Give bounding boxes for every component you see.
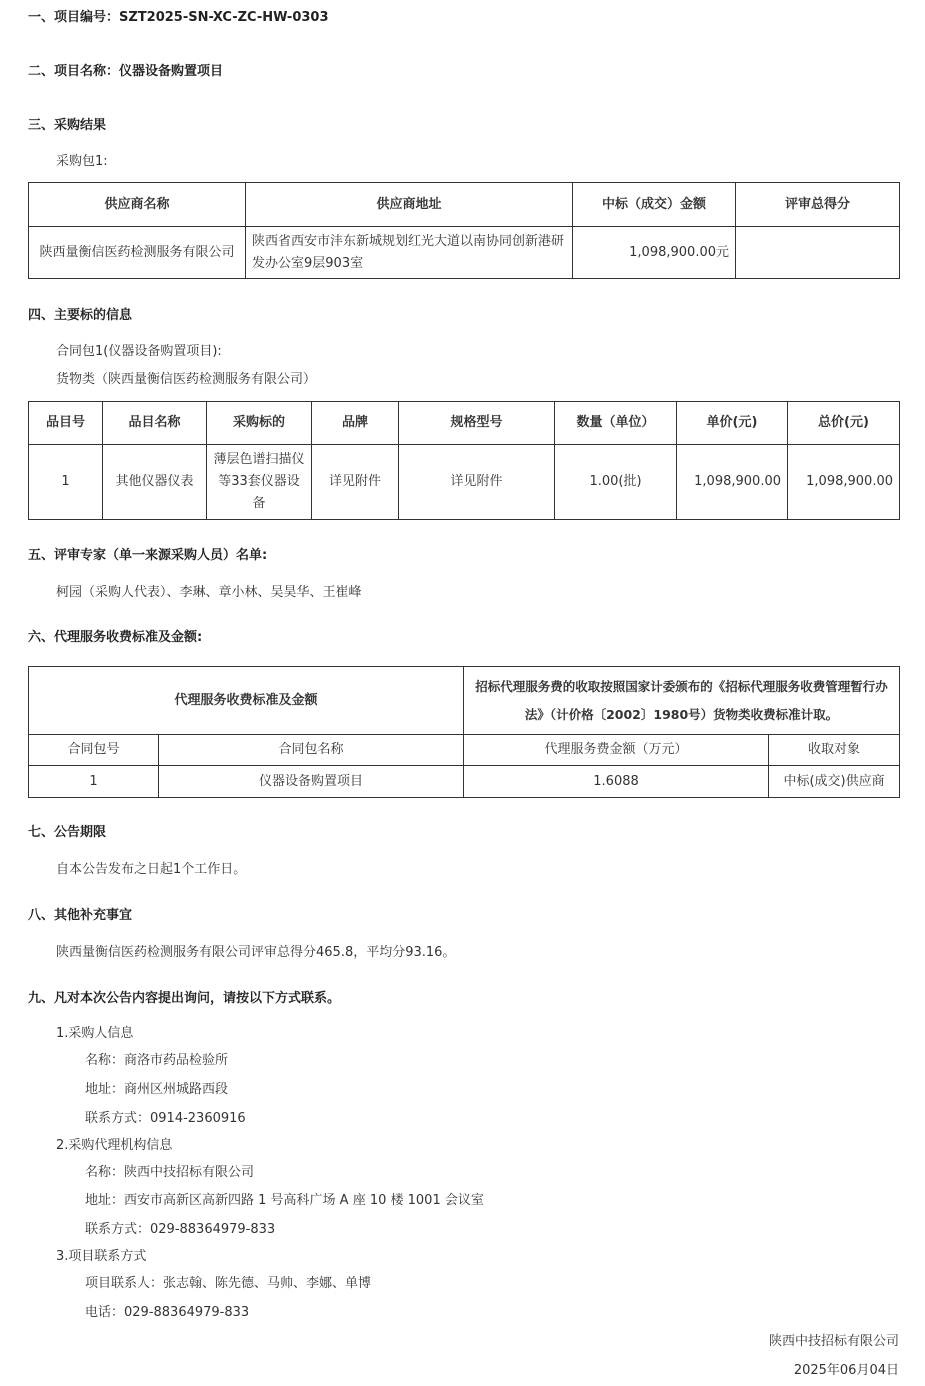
purchaser-title: 1.采购人信息 [56, 1026, 134, 1041]
supplier-amount: 1,098,900.00元 [573, 227, 736, 279]
purchaser-name: 名称：商洛市药品检验所 [85, 1053, 229, 1068]
header-contract-no: 合同包号 [29, 735, 159, 766]
header-total-price: 总价(元) [788, 402, 900, 445]
item-subject [207, 445, 312, 520]
project-name-line [28, 60, 223, 79]
header-score: 评审总得分 [736, 183, 900, 227]
project-contact-title: 3.项目联系方式 [56, 1249, 147, 1264]
project-name-value: 仪器设备购置项目 [119, 64, 224, 79]
header-item-no: 品目号 [29, 402, 103, 445]
fee-standard-description [464, 667, 900, 735]
agency-name: 名称：陕西中技招标有限公司 [85, 1165, 255, 1180]
agency-contact: 联系方式：029-88364979-833 [85, 1222, 276, 1237]
period-content: 自本公告发布之日起1个工作日。 [56, 862, 247, 877]
table-row [29, 227, 900, 279]
results-table [28, 182, 900, 279]
header-spec: 规格型号 [399, 402, 555, 445]
other-content: 陕西量衡信医药检测服务有限公司评审总得分465.8，平均分93.16。 [56, 945, 456, 960]
contract-package-label: 合同包1(仪器设备购置项目): [56, 344, 222, 359]
supplier-address-line2: 发办公室9层903室 [252, 255, 364, 271]
section-title-agency-fee: 六、代理服务收费标准及金额: [28, 630, 203, 645]
header-unit-price: 单价(元) [677, 402, 788, 445]
item-subject-line3: 备 [252, 496, 266, 511]
section-title-contact: 九、凡对本次公告内容提出询问，请按以下方式联系。 [28, 991, 341, 1006]
supplier-address-line1: 陕西省西安市沣东新城规划红光大道以南协同创新港研 [252, 233, 565, 249]
purchaser-contact: 联系方式：0914-2360916 [85, 1111, 246, 1126]
fee-contract-name: 仪器设备购置项目 [159, 766, 464, 798]
section-title-other: 八、其他补充事宜 [28, 908, 133, 923]
fee-standard-line1: 招标代理服务费的收取按照国家计委颁布的《招标代理服务收费管理暂行办 [475, 678, 888, 694]
header-supplier-address: 供应商地址 [246, 183, 573, 227]
item-no: 1 [29, 445, 103, 520]
supplier-score [736, 227, 900, 279]
project-contact-phone: 电话：029-88364979-833 [85, 1305, 250, 1320]
supplier-address [246, 227, 573, 279]
item-quantity: 1.00(批) [555, 445, 677, 520]
project-number-label: 一、项目编号： [28, 10, 120, 25]
package-label: 采购包1: [56, 154, 108, 169]
section-title-main-info: 四、主要标的信息 [28, 308, 133, 323]
item-unit-price: 1,098,900.00 [677, 445, 788, 520]
table-row [29, 766, 900, 798]
section-title-experts: 五、评审专家（单一来源采购人员）名单: [28, 548, 268, 563]
header-item-name: 品目名称 [103, 402, 207, 445]
project-contact-persons: 项目联系人：张志翰、陈先德、马帅、李娜、单博 [85, 1276, 372, 1291]
header-quantity: 数量（单位） [555, 402, 677, 445]
table-header-row [29, 735, 900, 766]
header-subject: 采购标的 [207, 402, 312, 445]
project-number-line [28, 6, 329, 25]
item-spec: 详见附件 [399, 445, 555, 520]
header-supplier-name: 供应商名称 [29, 183, 246, 227]
project-name-label: 二、项目名称： [28, 64, 120, 79]
fee-amount: 1.6088 [464, 766, 769, 798]
fee-payer: 中标(成交)供应商 [769, 766, 900, 798]
item-subject-line1: 薄层色谱扫描仪 [213, 452, 305, 467]
table-header-row [29, 183, 900, 227]
item-subject-line2: 等33套仪器设 [218, 474, 300, 489]
section-title-period: 七、公告期限 [28, 825, 107, 840]
fee-standard-row [29, 667, 900, 735]
supplier-name: 陕西量衡信医药检测服务有限公司 [29, 227, 246, 279]
purchaser-address: 地址：商州区州城路西段 [85, 1082, 229, 1097]
header-contract-name: 合同包名称 [159, 735, 464, 766]
section-title-results: 三、采购结果 [28, 118, 107, 133]
table-header-row [29, 402, 900, 445]
footer-company: 陕西中技招标有限公司 [768, 1334, 899, 1349]
header-payer: 收取对象 [769, 735, 900, 766]
items-table [28, 401, 900, 520]
item-name: 其他仪器仪表 [103, 445, 207, 520]
fee-contract-no: 1 [29, 766, 159, 798]
agency-title: 2.采购代理机构信息 [56, 1138, 173, 1153]
agency-fee-table [28, 666, 900, 798]
item-brand: 详见附件 [312, 445, 399, 520]
fee-standard-label: 代理服务收费标准及金额 [29, 667, 464, 735]
project-number-value: SZT2025-SN-XC-ZC-HW-0303 [119, 10, 329, 25]
item-total-price: 1,098,900.00 [788, 445, 900, 520]
experts-list: 柯园（采购人代表）、李琳、章小林、吴昊华、王崔峰 [56, 585, 362, 600]
footer-date: 2025年06月04日 [793, 1363, 899, 1378]
table-row [29, 445, 900, 520]
header-fee-amount: 代理服务费金额（万元） [464, 735, 769, 766]
goods-category-label: 货物类（陕西量衡信医药检测服务有限公司） [56, 372, 317, 387]
header-amount: 中标（成交）金额 [573, 183, 736, 227]
header-brand: 品牌 [312, 402, 399, 445]
agency-address: 地址：西安市高新区高新四路 1 号高科广场 A 座 10 楼 1001 会议室 [85, 1193, 484, 1208]
fee-standard-line2: 法》（计价格〔2002〕1980号）货物类收费标准计取。 [524, 706, 839, 722]
